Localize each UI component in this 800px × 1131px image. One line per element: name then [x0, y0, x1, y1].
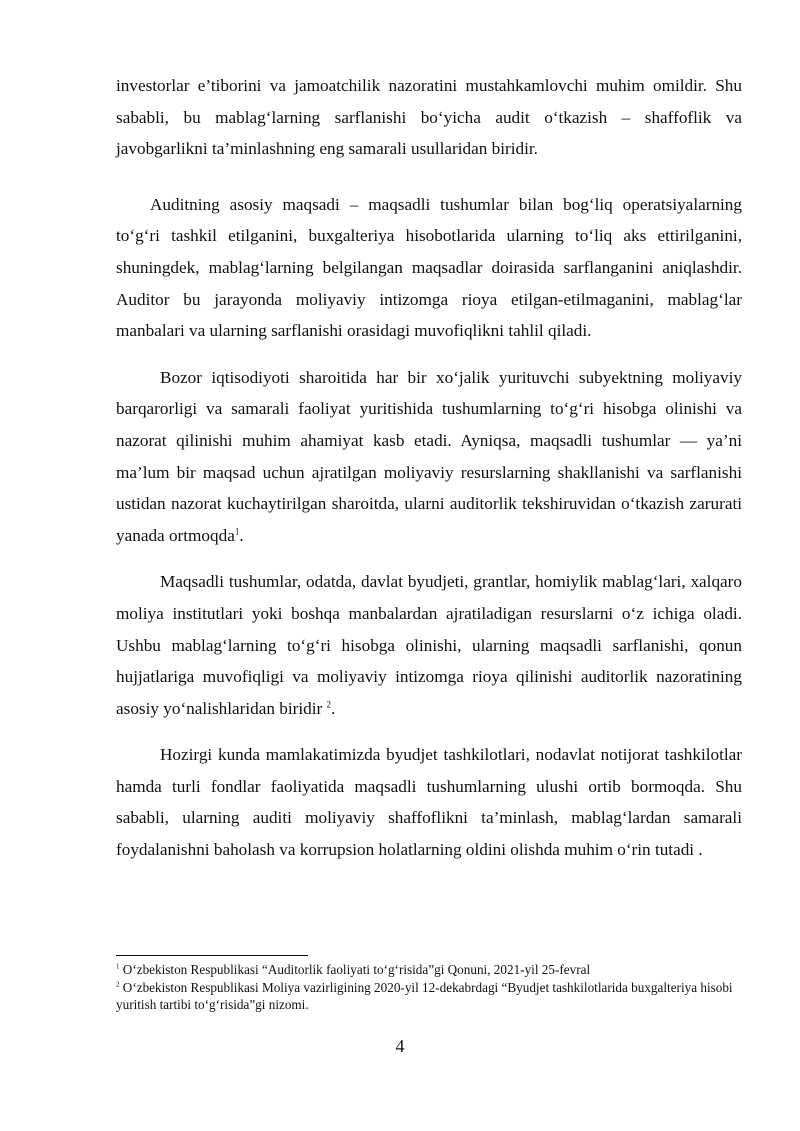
footnote-separator: [116, 955, 308, 956]
paragraph-text: Bozor iqtisodiyoti sharoitida har bir xo‘jalik yurituvchi subyektning moliyaviy barqarorligi va samarali faoliyat yuritishida tushumlarning to‘g‘ri hisobga olinishi va nazorat qilinishi muhim ahamiyat kasb etadi. Ayniqsa, maqsadli tushumlar — ya’ni ma’lum bir maqsad uchun ajratilgan moliyaviy resurslarning shakllanishi va sarflanishi ustidan nazorat kuchaytirilgan sharoitda, ularni auditorlik tekshiruvidan o‘tkazish zarurati yanada ortmoqda: [116, 367, 742, 545]
sentence-end: .: [331, 698, 336, 718]
footnote-ref-1[interactable]: 1: [234, 525, 240, 536]
footnote-ref-2[interactable]: 2: [326, 698, 332, 709]
page-number: 4: [395, 1036, 405, 1056]
paragraph-audit-purpose: Auditning asosiy maqsadi – maqsadli tushumlar bilan bog‘liq operatsiyalarning to‘g‘ri tashkil etilganini, buxgalteriya hisobotlarida ularning to‘liq aks ettirilganini, shuningdek, mablag‘larning belgilangan maqsadlar doirasida sarflanganini aniqlashdir. Auditor bu jarayonda moliyaviy intizomga rioya etilgan-etilmaganini, mablag‘lar manbalari va ularning sarflanishi orasidagi muvofiqlikni tahlil qiladi.: [116, 194, 742, 341]
footnote-1: [116, 961, 742, 979]
footnote-text: O‘zbekiston Respublikasi Moliya vazirligining 2020-yil 12-dekabrdagi “Byudjet tashkilotlarida buxgalteriya hisobi yuritish tartibi to‘g‘risida”gi nizomi.: [116, 979, 733, 1012]
footnote-text: O‘zbekiston Respublikasi “Auditorlik faoliyati to‘g‘risida”gi Qonuni, 2021-yil 25-fevral: [122, 962, 591, 977]
footnote-mark: 1: [116, 962, 120, 971]
paragraph-target-receipts: [116, 566, 742, 724]
footnote-mark: 2: [116, 980, 120, 989]
paragraph-current-situation: Hozirgi kunda mamlakatimizda byudjet tashkilotlari, nodavlat notijorat tashkilotlar hamda turli fondlar faoliyatida maqsadli tushumlarning ulushi ortib bormoqda. Shu sababli, ularning auditi moliyaviy shaffoflikni ta’minlash, mablag‘lardan samarali foydalanishni baholash va korrupsion holatlarning oldini olishda muhim o‘rin tutadi .: [116, 745, 742, 860]
footnotes: [116, 961, 742, 1014]
paragraph-text: Maqsadli tushumlar, odatda, davlat byudjeti, grantlar, homiylik mablag‘lari, xalqaro moliya institutlari yoki boshqa manbalardan ajratiladigan resurslarni o‘z ichiga oladi. Ushbu mablag‘larning to‘g‘ri hisobga olinishi, ularning maqsadli sarflanishi, qonun hujjatlariga muvofiqligi va moliyaviy intizomga rioya qilinishi auditorlik nazoratining asosiy yo‘nalishlaridan biridir: [116, 572, 742, 718]
sentence-end: .: [239, 525, 244, 545]
paragraph-market-economy: [116, 362, 742, 552]
footnote-2: [116, 979, 742, 1014]
paragraph-continuation: investorlar e’tiborini va jamoatchilik nazoratini mustahkamlovchi muhim omildir. Shu sababli, bu mablag‘larning sarflanishi bo‘yicha audit o‘tkazish – shaffoflik va javobgarlikni ta’minlashning eng samarali usullaridan biridir.: [116, 76, 742, 159]
